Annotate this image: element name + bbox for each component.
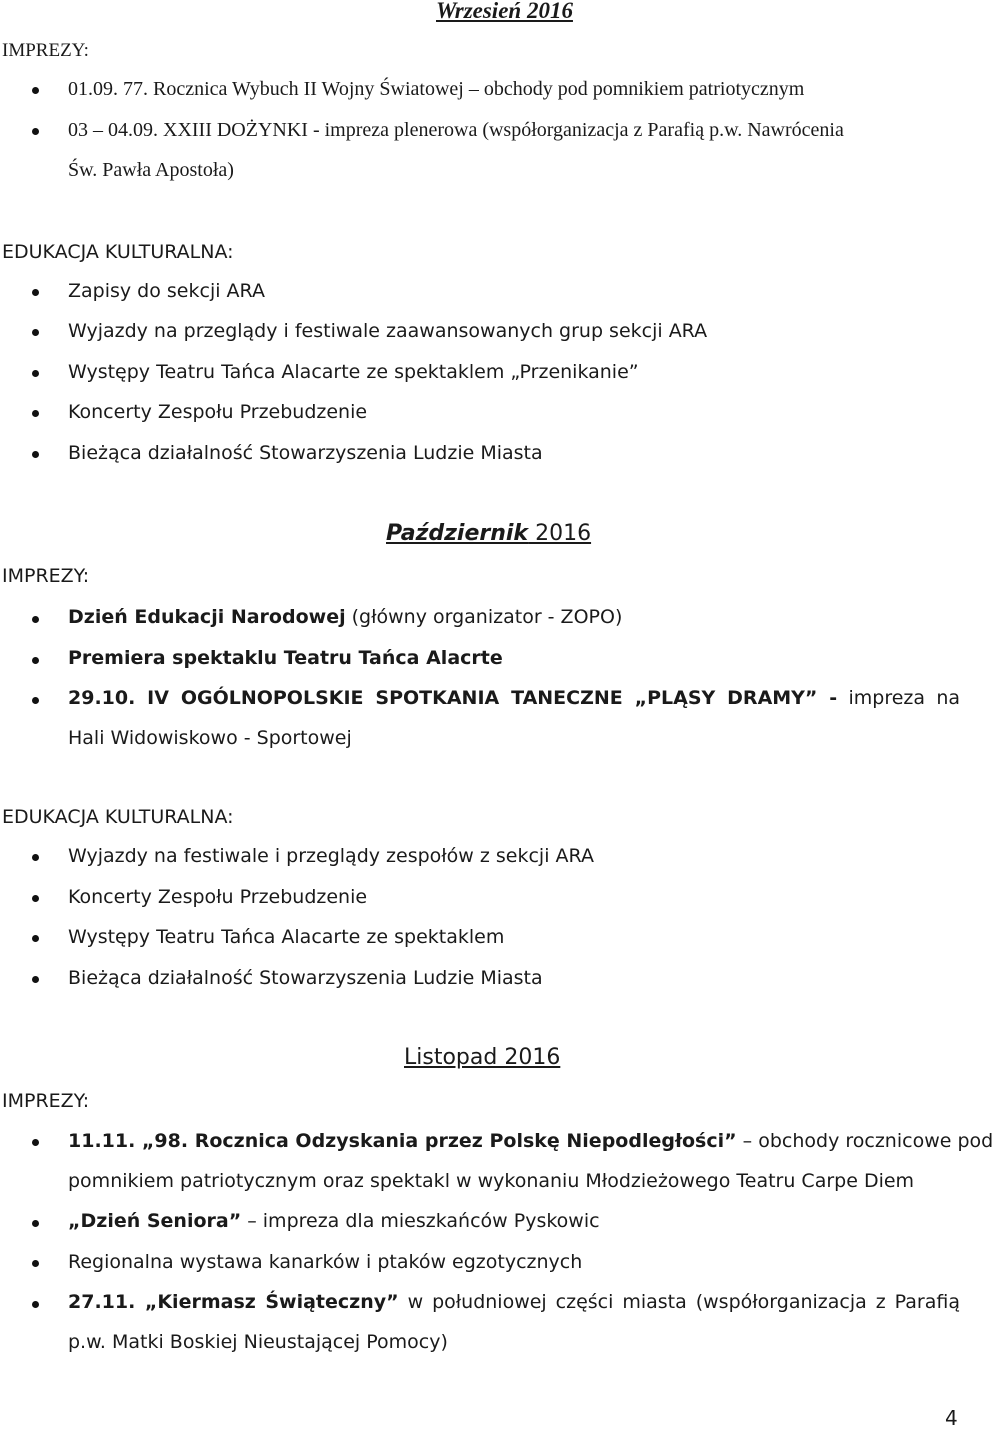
imprezy-heading-september: IMPREZY: <box>2 40 89 61</box>
list-item <box>68 647 503 669</box>
list-item: Wyjazdy na przeglądy i festiwale zaawansowanych grup sekcji ARA <box>68 320 708 342</box>
event-title: 11.11. „98. Rocznica Odzyskania przez Polskę Niepodległości” <box>68 1130 737 1152</box>
event-text: 77. Rocznica Wybuch II Wojny Światowej – obchody pod pomnikiem patriotycznym <box>118 78 805 100</box>
list-item <box>68 1130 993 1152</box>
list-item-continuation: p.w. Matki Boskiej Nieustającej Pomocy) <box>68 1331 448 1353</box>
month-title-november: Listopad 2016 <box>404 1045 561 1070</box>
bullet <box>32 370 39 377</box>
event-text: w południowej części miasta (współorganizacja z Parafią <box>398 1291 960 1313</box>
month-title-october <box>386 521 591 546</box>
list-item <box>68 606 622 628</box>
event-date: 03 – 04.09. <box>68 119 158 141</box>
list-item-continuation: Św. Pawła Apostoła) <box>68 159 234 181</box>
page-number: 4 <box>945 1406 958 1430</box>
edukacja-heading-september: EDUKACJA KULTURALNA: <box>2 241 234 263</box>
list-item: Koncerty Zespołu Przebudzenie <box>68 886 368 908</box>
imprezy-heading-october: IMPREZY: <box>2 565 90 587</box>
event-text: – impreza dla mieszkańców Pyskowic <box>241 1210 600 1232</box>
list-item: Zapisy do sekcji ARA <box>68 280 265 302</box>
bullet <box>32 1139 39 1146</box>
list-item <box>68 78 804 101</box>
list-item: Występy Teatru Tańca Alacarte ze spektaklem <box>68 926 505 948</box>
bullet <box>32 1220 39 1227</box>
list-item: Koncerty Zespołu Przebudzenie <box>68 401 368 423</box>
bullet <box>32 87 39 94</box>
list-item <box>68 1291 960 1313</box>
bullet <box>32 1301 39 1308</box>
bullet <box>32 289 39 296</box>
list-item-continuation: Hali Widowiskowo - Sportowej <box>68 727 352 749</box>
list-item-continuation: pomnikiem patriotycznym oraz spektakl w wykonaniu Młodzieżowego Teatru Carpe Diem <box>68 1170 915 1192</box>
month-title-september: Wrzesień 2016 <box>436 0 573 23</box>
list-item: Wyjazdy na festiwale i przeglądy zespołów z sekcji ARA <box>68 845 594 867</box>
list-item: Występy Teatru Tańca Alacarte ze spektaklem „Przenikanie” <box>68 361 639 383</box>
bullet <box>32 128 39 135</box>
event-text: Regionalna wystawa kanarków i ptaków egzotycznych <box>68 1251 583 1273</box>
list-item <box>68 1251 582 1273</box>
bullet <box>32 935 39 942</box>
event-text: – obchody rocznicowe pod <box>736 1130 993 1152</box>
event-title: „Dzień Seniora” <box>68 1210 242 1232</box>
bullet <box>32 616 39 623</box>
event-date: 01.09. <box>68 78 118 100</box>
bullet <box>32 657 39 664</box>
imprezy-heading-november: IMPREZY: <box>2 1090 90 1112</box>
bullet <box>32 451 39 458</box>
event-text: XXIII DOŻYNKI - impreza plenerowa (współorganizacja z Parafią p.w. Nawrócenia <box>158 119 844 141</box>
bullet <box>32 895 39 902</box>
bullet <box>32 1260 39 1267</box>
event-title: Premiera spektaklu Teatru Tańca Alacrte <box>68 647 503 669</box>
bullet <box>32 329 39 336</box>
month-name: Październik <box>386 521 529 546</box>
event-title: Dzień Edukacji Narodowej <box>68 606 346 628</box>
event-title: 27.11. „Kiermasz Świąteczny” <box>68 1291 399 1313</box>
list-item: Bieżąca działalność Stowarzyszenia Ludzie Miasta <box>68 442 543 464</box>
event-text: impreza na <box>837 687 961 709</box>
list-item <box>68 1210 600 1232</box>
bullet <box>32 410 39 417</box>
month-year: 2016 <box>528 521 592 546</box>
list-item <box>68 119 844 142</box>
event-title: 29.10. IV OGÓLNOPOLSKIE SPOTKANIA TANECZNE „PLĄSY DRAMY” - <box>68 687 838 709</box>
event-text: (główny organizator - ZOPO) <box>345 606 623 628</box>
list-item <box>68 687 960 709</box>
bullet <box>32 854 39 861</box>
list-item: Bieżąca działalność Stowarzyszenia Ludzie Miasta <box>68 967 543 989</box>
bullet <box>32 697 39 704</box>
edukacja-heading-october: EDUKACJA KULTURALNA: <box>2 806 234 828</box>
bullet <box>32 976 39 983</box>
